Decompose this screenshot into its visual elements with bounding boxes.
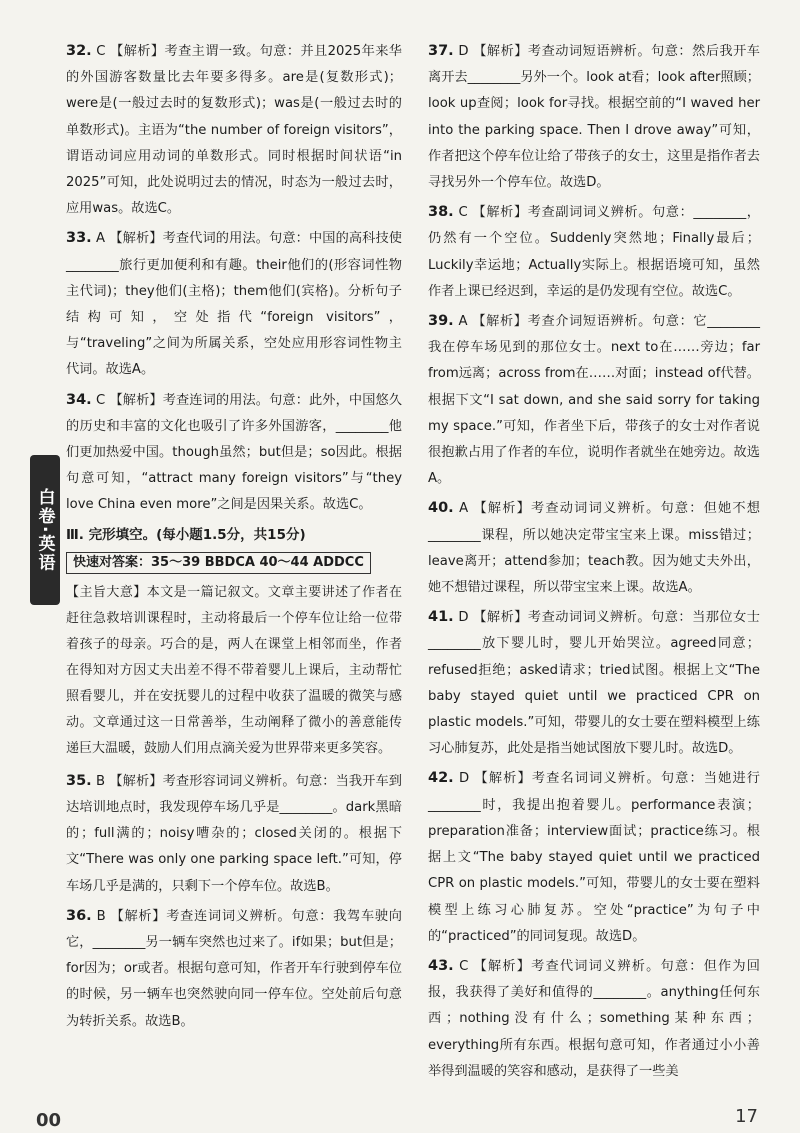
item-text: C 【解析】考查代词词义辨析。句意：但作为回报，我获得了美好和值得的________。anything任何东西；nothing没有什么；something某种东西；everything所有东西。根据句意可知，作者通过小小善举得到温暖的笑容和感动，是获得了一些美 <box>428 958 760 1079</box>
item-number: 36. <box>66 907 92 924</box>
answer-item-38 <box>428 199 760 305</box>
section-title: Ⅲ. 完形填空。(每小题1.5分，共15分) <box>66 526 306 543</box>
item-number: 34. <box>66 391 92 408</box>
item-number: 43. <box>428 957 454 974</box>
answer-item-34 <box>66 387 402 519</box>
item-text: C 【解析】考查副词词义辨析。句意：________，仍然有一个空位。Suddenly突然地；Finally最后；Luckily幸运地；Actually实际上。根据语境可知，虽然作者上课已经迟到，幸运的是仍发现有空位。故选C。 <box>428 205 760 299</box>
item-text: A 【解析】考查代词的用法。句意：中国的高科技使________旅行更加便利和有趣。their他们的(形容词性物主代词)；they他们(主格)；them他们(宾格)。分析句子结构可知，空处指代“foreign visitors”，与“traveling”之间为所属关系，空处应用形容词性物主代词。故选A。 <box>66 231 402 378</box>
item-number: 35. <box>66 772 92 789</box>
item-number: 33. <box>66 230 92 247</box>
page-number: 17 <box>735 1106 758 1127</box>
answer-item-42 <box>428 765 760 949</box>
item-number: 37. <box>428 43 454 59</box>
left-column <box>66 38 402 1038</box>
item-number: 39. <box>428 313 454 330</box>
item-text: B 【解析】考查连词词义辨析。句意：我驾车驶向它，________另一辆车突然也过来了。if如果；but但是；for因为；or或者。根据句意可知，作者开车行驶到停车位的时候，另一辆车也突然驶向同一停车位。空处前后句意为转折关系。故选B。 <box>66 908 402 1029</box>
answer-item-35 <box>66 768 402 900</box>
answer-item-43 <box>428 953 760 1085</box>
side-tab-label: 白卷·英语 <box>30 455 60 605</box>
answer-item-40 <box>428 495 760 601</box>
summary-paragraph: 【主旨大意】本文是一篇记叙文。文章主要讲述了作者在赶往急救培训课程时，主动将最后一个停车位让给一位带着孩子的母亲。巧合的是，两人在课堂上相邻而坐，作者在得知对方因丈夫出差不得不带着婴儿上课后，主动帮忙照看婴儿，并在安抚婴儿的过程中收获了温暖的微笑与感动。文章通过这一日常善举，生动阐释了微小的善意能传递巨大温暖，鼓励人们用点滴关爱为世界带来更多笑容。 <box>66 584 402 756</box>
item-text: B 【解析】考查形容词词义辨析。句意：当我开车到达培训地点时，我发现停车场几乎是________。dark黑暗的；full满的；noisy嘈杂的；closed关闭的。根据下文“There was only one parking space left.”可知，停车场几乎是满的，只剩下一个停车位。故选B。 <box>66 773 402 894</box>
answer-item-41 <box>428 604 760 762</box>
answer-key-box: 快速对答案：35～39 BBDCA 40～44 ADDCC <box>66 552 371 574</box>
item-text: D 【解析】考查动词短语辨析。句意：然后我开车离开去________另外一个。look at看；look after照顾；look up查阅；look for寻找。根据空前的“I waved her into the parking space. Then I drove away”可知，作者把这个停车位让给了带孩子的女士，这里是指作者去寻找另外一个停车位。故选D。 <box>428 44 760 191</box>
answer-item-36 <box>66 903 402 1035</box>
right-column <box>428 38 760 1088</box>
item-text: A 【解析】考查动词词义辨析。句意：但她不想________课程，所以她决定带宝宝来上课。miss错过；leave离开；attend参加；teach教。因为她丈夫外出，她不想错过课程，所以带宝宝来上课。故选A。 <box>428 501 760 596</box>
item-number: 40. <box>428 500 454 517</box>
item-number: 41. <box>428 609 454 626</box>
item-text: C 【解析】考查连词的用法。句意：此外，中国悠久的历史和丰富的文化也吸引了许多外国游客，________他们更加热爱中国。though虽然；but但是；so因此。根据句意可知，“attract many foreign visitors”与“they love China even more”之间是因果关系。故选C。 <box>66 392 402 513</box>
item-text: D 【解析】考查动词词义辨析。句意：当那位女士________放下婴儿时，婴儿开始哭泣。agreed同意；refused拒绝；asked请求；tried试图。根据上文“The baby stayed quiet until we practiced CPR on plastic models.”可知，带婴儿的女士要在塑料模型上练习心肺复苏，此处是指当她试图放下婴儿时。故选D。 <box>428 610 760 757</box>
answer-item-33 <box>66 225 402 383</box>
item-number: 32. <box>66 43 92 59</box>
answer-item-37 <box>428 38 760 196</box>
item-text: D 【解析】考查名词词义辨析。句意：当她进行________时，我提出抱着婴儿。performance表演；preparation准备；interview面试；practice练习。根据上文“The baby stayed quiet until we practiced CPR on plastic models.”可知，带婴儿的女士要在塑料模型上练习心肺复苏。空处“practice”为句子中的“practiced”的同词复现。故选D。 <box>428 771 760 944</box>
item-text: A 【解析】考查介词短语辨析。句意：它________我在停车场见到的那位女士。next to在……旁边；far from远离；across from在……对面；instead of代替。根据下文“I sat down, and she said sorry for taking my space.”可知，作者坐下后，带孩子的女士对作者说很抱歉占用了作者的车位，说明作者就坐在她旁边。故选A。 <box>428 314 760 487</box>
answer-item-32 <box>66 38 402 222</box>
item-number: 38. <box>428 204 454 221</box>
item-number: 42. <box>428 770 454 787</box>
page-mark: 00 <box>36 1110 62 1131</box>
item-text: C 【解析】考查主谓一致。句意：并且2025年来华的外国游客数量比去年要多得多。are是(复数形式)；were是(一般过去时的复数形式)；was是(一般过去时的单数形式)。主语为“the number of foreign visitors”，谓语动词应用动词的单数形式。同时根据时间状语“in 2025”可知，此处说明过去的情况，时态为一般过去时，应用was。故选C。 <box>66 44 402 217</box>
answer-item-39 <box>428 308 760 492</box>
